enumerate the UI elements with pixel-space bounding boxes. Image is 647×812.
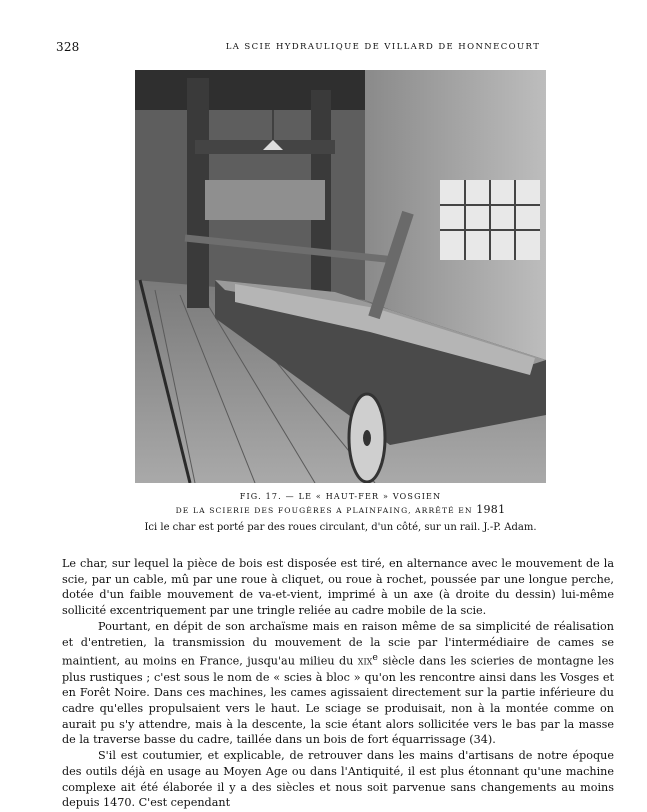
figure-subtitle — [135, 503, 546, 517]
sawmill-photograph — [135, 70, 546, 483]
figure-label: FIG. 17. — LE « HAUT-FER » VOSGIEN — [239, 492, 442, 501]
paragraph-2-part-a: Pourtant, en dépit de son archaïsme mais en raison même de sa simplicité de réalisation et d'entretien, la transmission du mouvement de la scie par l'intermédiaire de cames se maintient, au moins en France, jusqu'au milieu du — [62, 619, 614, 668]
paragraph-3: S'il est coutumier, et explicable, de retrouver dans les mains d'artisans de notre époque des outils déjà en usage au Moyen Age ou dans l'Antiquité, il est plus étonnant qu'une machine complexe ait été élaborée il y a des siècles et nous soit parvenue sans changements au moins depuis 1470. C'est cependant — [62, 749, 614, 810]
figure-caption — [135, 490, 546, 535]
paragraph-2 — [62, 619, 614, 748]
running-header: LA SCIE HYDRAULIQUE DE VILLARD DE HONNECOURT — [225, 42, 541, 52]
century-numeral: xix — [357, 654, 373, 668]
figure-credit: Ici le char est porté par des roues circulant, d'un côté, sur un rail. J.-P. Adam. — [144, 522, 537, 533]
figure-year: 1981 — [476, 503, 506, 516]
body-text — [62, 556, 614, 811]
page-number: 328 — [56, 40, 80, 54]
century-superscript: e — [372, 652, 378, 664]
paragraph-2-part-b: siècle dans les scieries de montagne les plus rustiques ; c'est sous le nom de « scies à bloc » qu'on les rencontre ainsi dans les Vosges et en Forêt Noire. Dans ces machines, les cames agissaient directement sur la partie inférieure du cadre qu'elles propulsaient vers le haut. Le sciage se produisait, non à la montée comme on aurait pu s'y attendre, mais à la descente, la scie étant alors sollicitée vers le bas par la masse de la traverse basse du cadre, taillée dans un bois de fort équarrissage (34). — [62, 654, 614, 747]
figure-subtitle-text: DE LA SCIERIE DES FOUGÈRES A PLAINFAING, ARRÊTÉ EN — [175, 506, 473, 515]
paragraph-1: Le char, sur lequel la pièce de bois est disposée est tiré, en alternance avec le mouvement de la scie, par un cable, mû par une roue à cliquet, ou roue à rochet, poussée par une longue perche, dotée d'un faible mouvement de va-et-vient, imprimé à un axe (à droite du dessin) lui-même sollicité excentriquement par une tringle reliée au cadre mobile de la scie. — [62, 557, 614, 618]
